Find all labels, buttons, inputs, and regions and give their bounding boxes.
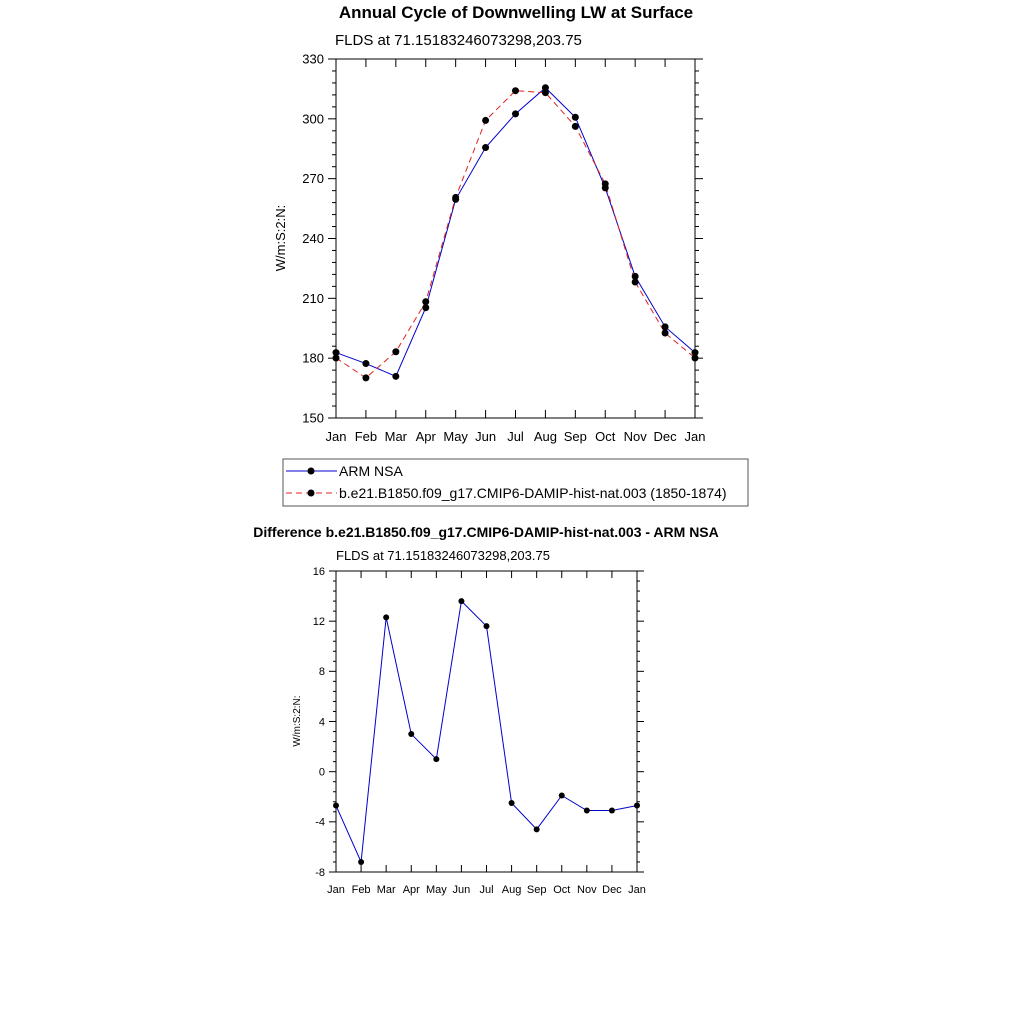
data-point [559,792,565,798]
chart1-legend [283,459,748,506]
y-tick-label: 12 [312,616,325,629]
data-point [333,354,340,361]
data-point [422,304,429,311]
chart2-x-tick-labels [327,884,646,896]
x-tick-label: Nov [623,429,647,444]
chart2-y-axis-label: W/m:S:2:N: [292,695,303,747]
data-point [692,354,699,361]
data-point [609,808,615,814]
y-tick-label: 300 [302,111,324,127]
data-point [392,373,399,380]
y-tick-label: 180 [302,350,324,366]
chart1-title: Annual Cycle of Downwelling LW at Surface [338,3,694,22]
x-tick-label: Jun [452,884,471,896]
x-tick-label: Nov [577,884,597,896]
x-tick-label: Mar [376,884,396,896]
y-tick-label: 16 [312,565,325,578]
x-tick-label: May [443,429,468,444]
x-tick-label: Oct [595,429,616,444]
data-point [632,278,639,285]
data-point [602,180,609,187]
chart1-subtitle: FLDS at 71.15183246073298,203.75 [335,32,582,49]
legend-marker-arm-nsa [308,468,315,475]
data-point [542,89,549,96]
x-tick-label: Feb [351,884,371,896]
chart1-y-axis-label: W/m:S:2:N: [273,204,288,272]
x-tick-label: Sep [526,884,547,896]
y-tick-label: 8 [318,666,325,679]
data-point [572,114,579,121]
data-point [408,731,414,737]
y-tick-label: 0 [318,766,325,779]
x-tick-label: Sep [563,429,587,444]
data-point [512,110,519,117]
chart2-plot-frame [336,571,637,872]
y-tick-label: 150 [302,410,324,426]
data-point [662,330,669,337]
data-point [512,87,519,94]
x-tick-label: Oct [553,884,571,896]
x-tick-label: Apr [402,884,420,896]
chart2-series [333,598,640,865]
x-tick-label: Jan [628,884,646,896]
legend-marker-model [308,490,315,497]
x-tick-label: Aug [533,429,557,444]
x-tick-label: Apr [415,429,436,444]
data-point [452,194,459,201]
data-point [509,800,515,806]
chart1-y-tick-labels [302,52,324,426]
x-tick-label: Jan [684,429,706,444]
data-point [482,144,489,151]
x-tick-label: Jun [475,429,497,444]
y-tick-label: 4 [318,716,325,729]
x-tick-label: Jul [507,429,524,444]
data-point [458,598,464,604]
legend-label-model: b.e21.B1850.f09_g17.CMIP6-DAMIP-hist-nat.003 (1850-1874) [339,485,727,501]
chart1-series [333,84,699,381]
chart2-subtitle: FLDS at 71.15183246073298,203.75 [336,548,550,563]
data-point [634,803,640,809]
series-line-0 [336,601,637,862]
data-point [662,323,669,330]
data-point [534,826,540,832]
chart2-y-tick-labels [313,566,325,879]
chart2-title: Difference b.e21.B1850.f09_g17.CMIP6-DAMIP-hist-nat.003 - ARM NSA [253,524,719,540]
y-tick-label: 240 [302,231,324,247]
chart2-ticks [329,571,644,872]
y-tick-label: 210 [302,290,324,306]
x-tick-label: Jan [325,429,347,444]
data-point [584,808,590,814]
annual-cycle-chart [273,3,748,506]
x-tick-label: Dec [602,884,622,896]
x-tick-label: Mar [384,429,408,444]
data-point [383,614,389,620]
data-point [482,117,489,124]
series-line-1 [336,91,695,378]
difference-chart [253,524,719,896]
data-point [333,803,339,809]
y-tick-label: 270 [302,171,324,187]
data-point [422,298,429,305]
chart1-x-tick-labels [326,429,706,444]
data-point [433,756,439,762]
x-tick-label: Jan [327,884,345,896]
x-tick-label: Aug [501,884,522,896]
x-tick-label: Dec [653,429,677,444]
x-tick-label: May [425,884,447,896]
y-tick-label: -8 [315,866,325,879]
legend-label-arm-nsa: ARM NSA [339,463,403,479]
data-point [392,348,399,355]
data-point [362,360,369,367]
series-line-0 [336,88,695,377]
data-point [362,374,369,381]
x-tick-label: Jul [479,884,494,896]
data-point [358,859,364,865]
data-point [572,123,579,130]
x-tick-label: Feb [354,429,378,444]
data-point [484,623,490,629]
y-tick-label: -4 [315,816,325,829]
y-tick-label: 330 [302,51,324,67]
